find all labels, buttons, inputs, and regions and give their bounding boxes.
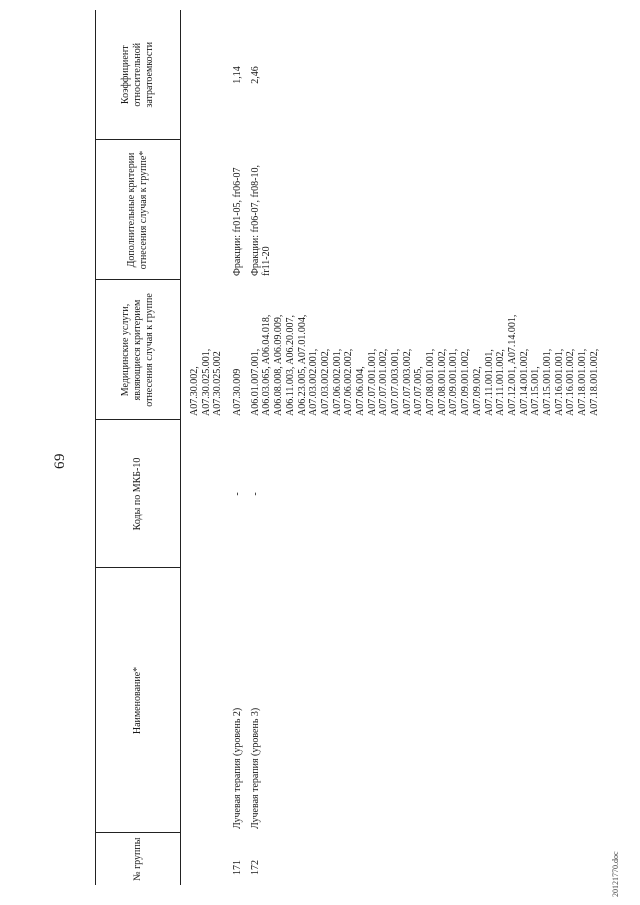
service-code: A07.06.002.001,: [331, 348, 343, 416]
header-icd-codes: Коды по МКБ-10: [96, 420, 181, 568]
service-code: A07.14.001.002,: [518, 348, 530, 416]
table-row: [232, 10, 250, 885]
icd-codes-cell: -: [249, 492, 261, 496]
service-code: A07.30.025.002: [212, 351, 224, 416]
service-code: A07.08.001.002,: [436, 348, 448, 416]
service-groups-table: [95, 10, 600, 885]
service-code: A07.07.005,: [413, 366, 425, 416]
icd-codes-cell: -: [232, 492, 244, 496]
group-number: 172: [249, 860, 261, 875]
services-cell: [250, 280, 601, 420]
service-code: A06.11.003, A06.20.007,: [284, 314, 296, 416]
header-row: [96, 10, 181, 885]
service-code: A07.03.002.001,: [308, 348, 320, 416]
service-code: A07.08.001.001,: [425, 348, 437, 416]
service-code: A07.06.004,: [354, 366, 366, 416]
coefficient-cell: 2,46: [249, 66, 261, 84]
group-name: Лучевая терапия (уровень 3): [249, 707, 261, 829]
service-code: A07.16.001.002,: [565, 348, 577, 416]
group-number: 171: [232, 860, 244, 875]
header-coefficient: Коэффициент относительной затратоемкости: [96, 10, 181, 140]
service-code: A07.16.001.001,: [553, 348, 565, 416]
service-code: A07.09.001.001,: [448, 348, 460, 416]
service-code: A07.07.003.001,: [390, 348, 401, 416]
extra-criteria-cell: Фракции: fr01-05, fr06-07: [232, 167, 244, 276]
group-name: Лучевая терапия (уровень 2): [232, 707, 244, 829]
header-extra-criteria: Дополнительные критерии отнесения случая к группе*: [96, 140, 181, 280]
page-number: 69: [52, 453, 68, 469]
service-code: A07.07.001.001,: [366, 348, 378, 416]
services-cell: [232, 280, 250, 420]
service-code: A07.03.002.002,: [319, 348, 331, 416]
service-code: A07.06.002.002,: [343, 348, 355, 416]
coefficient-cell: 1,14: [232, 66, 244, 84]
header-group-no: № группы: [96, 833, 181, 885]
service-code: A07.12.001, A07.14.001,: [506, 314, 518, 416]
service-code: A07.09.002,: [471, 366, 483, 416]
header-services: Медицинские услуги, являющиеся критерием отнесения случая к группе: [96, 280, 181, 420]
service-code: A07.15.001.001,: [541, 348, 553, 416]
service-code: A07.15.001,: [530, 366, 542, 416]
service-code: A06.01.007.001,: [249, 348, 261, 416]
extra-criteria-cell: Фракции: fr06-07, fr08-10, fr11-20: [249, 164, 273, 276]
service-code: A06.23.005, A07.01.004,: [296, 314, 308, 416]
service-code: A07.11.001.001,: [483, 349, 495, 416]
table-row-continuation: [181, 10, 233, 885]
service-code: A07.18.001.001,: [577, 348, 588, 416]
service-code: A07.11.001.002,: [495, 349, 507, 416]
service-code: A07.07.001.002,: [378, 348, 390, 416]
service-code: A07.07.003.002,: [401, 348, 413, 416]
service-code: A07.30.009: [232, 368, 244, 416]
header-name: Наименование*: [96, 568, 181, 833]
table-row: [250, 10, 601, 885]
service-code: A07.30.025.001,: [200, 348, 212, 416]
service-code: A07.30.002,: [189, 366, 200, 416]
service-code: A07.09.001.002,: [460, 348, 472, 416]
services-cell: [181, 280, 233, 420]
service-code: A06.03.065, A06.04.018,: [261, 314, 273, 416]
file-name-footer: 20121770.doc: [611, 851, 620, 897]
service-code: A07.18.001.002,: [588, 348, 600, 416]
service-code: A06.08.008, A06.09.009,: [273, 314, 285, 416]
